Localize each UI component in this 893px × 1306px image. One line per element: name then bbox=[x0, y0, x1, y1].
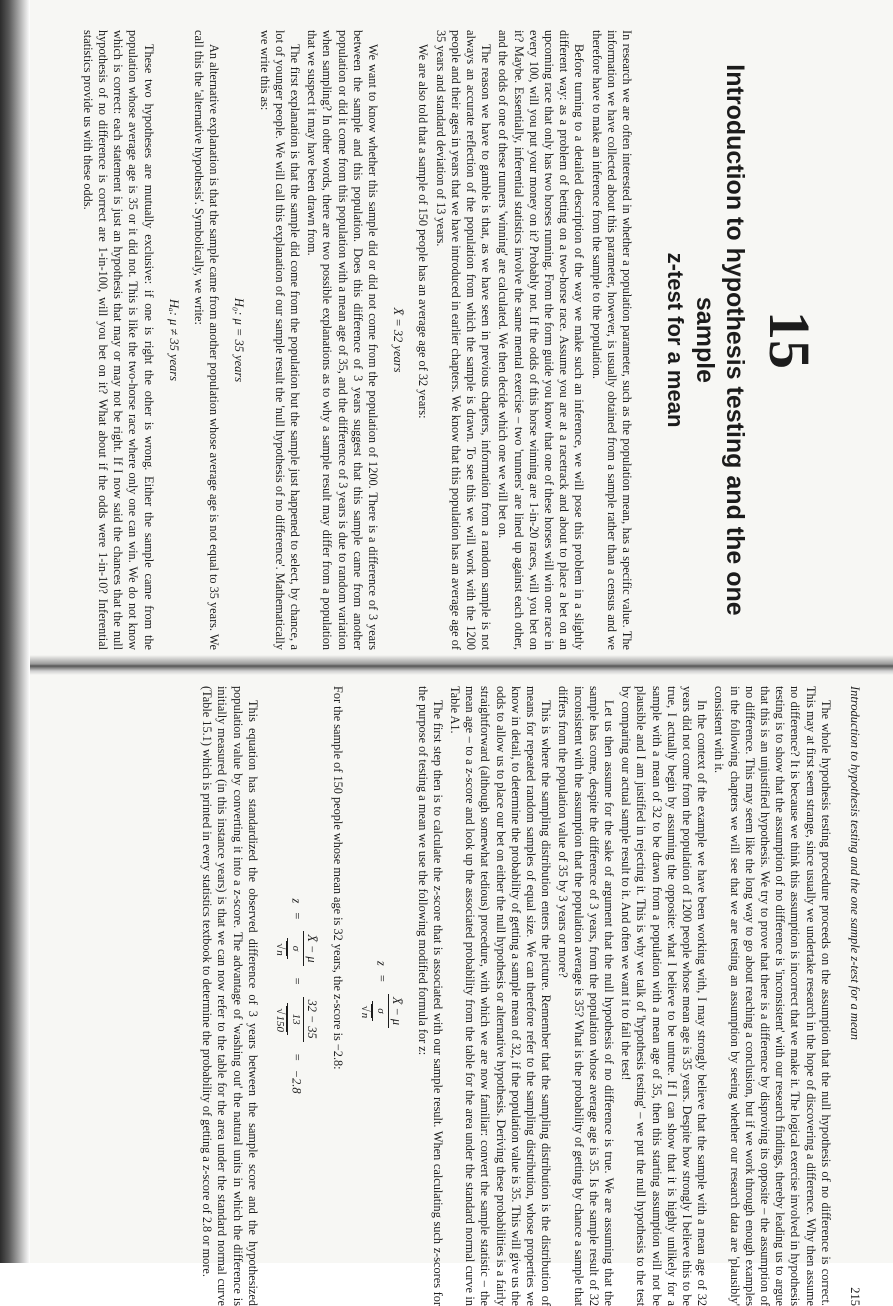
calc-numeric-sigma: 13 bbox=[287, 1003, 303, 1035]
calc-sigma: σ bbox=[287, 938, 303, 959]
paragraph: The first explanation is that the sample did come from the population but the sample just happened to select, by chance, a lot of younger people. We will call this explanation of our sample result the 'null hypothesis of no difference'. Mathematically we write this as: bbox=[257, 30, 302, 650]
running-head-title: Introduction to hypothesis testing and the one sample z-test for a mean bbox=[848, 686, 862, 1041]
paragraph: An alternative explanation is that the sample came from another population whose average age is not equal to 35 years. We call this the 'alternative hypothesis'. Symbolically, we write: bbox=[191, 30, 222, 650]
formula-denominator bbox=[357, 994, 388, 1028]
formula-fraction bbox=[357, 994, 405, 1028]
paragraph: In the context of the example we have been working with, I may strongly believe that the sample with a mean age of 32 years did not come from the population of 1200 people whose mean age is 35 years. Despite how strongly I believe this to be true, I actually begin by assuming the opposite: what I believe to be untrue. If I can show that it is highly unlikely for a sample with a mean of 32 to be drawn from a population with a mean age of 35, then this starting assumption will not be plausible and I am justified in rejecting it. This is why we talk of 'hypothesis testing' – we put the null hypothesis to the test by comparing our actual sample result to it. And often we want it to fail the test! bbox=[619, 686, 710, 1306]
sample-mean-formula: X̄ = 32 years bbox=[391, 307, 406, 373]
calc-fraction-numeric bbox=[272, 997, 320, 1042]
z-score-calculation bbox=[272, 686, 320, 1306]
paragraph: We are also told that a sample of 150 people has an average age of 32 years: bbox=[416, 44, 431, 419]
calc-z: z bbox=[289, 898, 304, 904]
sigma-over-root-n bbox=[357, 1001, 388, 1022]
page-number: 215 bbox=[848, 1287, 862, 1306]
chapter-number: 15 bbox=[757, 311, 822, 369]
paragraph: For the sample of 150 people whose mean age is 32 years, the z-score is −2.8: bbox=[330, 686, 345, 1070]
chapter-opening-page bbox=[30, 30, 860, 650]
paragraph: This is where the sampling distribution enters the picture. Remember that the sampling distribution is the distribution of means for repeated random samples of equal size. We can therefore refer to the sampling distribution, whose properties we know in detail, to determine the probability of getting a sample mean of 32, if the population value is 35. This will give us the odds to allow us to place our bet on either the null hypothesis or alternative hypothesis. Deriving these probabilities is a fairly straightforward (although somewhat tedious) procedure, with which we are now familiar: convert the sample statistic – the mean age – to a z-score and look up the associated probability from the table for the area under the standard normal curve in Table A1. bbox=[447, 686, 554, 1306]
calc-equals: = bbox=[289, 912, 304, 920]
paragraph: These two hypotheses are mutually exclusive: if one is right the other is wrong. Either the sample came from the population whose average age is 35 or it did not. This is like the two-horse race where only one can win. We do not know which is correct: each statement is just an hypothesis that may or may not be right. If I now said the chances that the null hypothesis of no difference is correct are 1-in-100, will you bet on it? What about if the odds were 1-in-10? Inferential statistics provide us with these odds. bbox=[80, 30, 156, 650]
chapter-title: Introduction to hypothesis testing and the one sample bbox=[691, 64, 749, 616]
calc-equals-3: = bbox=[289, 1053, 304, 1061]
alternative-hypothesis-formula: Hₐ: μ ≠ 35 years bbox=[166, 298, 181, 382]
paragraph: Let us then assume for the sake of argument that the null hypothesis of no difference is true. We are assuming that the sample has come, despite the difference of 3 years, from the population whose average age is 35. Is the sample result of 32 inconsistent with the assumption that the population average is 35? What is the probability of getting by chance a sample that differs from the population value of 35 by 3 years or more? bbox=[556, 686, 616, 1306]
root-n: √ n bbox=[359, 1004, 372, 1019]
running-head bbox=[847, 686, 862, 1306]
scanner-edge bbox=[0, 0, 30, 1263]
formula-equals: = bbox=[374, 974, 389, 982]
sigma: σ bbox=[372, 1001, 388, 1022]
calc-numeric-numerator: 32 − 35 bbox=[303, 997, 319, 1042]
paragraph: The reason we have to gamble is that, as we have seen in previous chapters, information from a random sample is not always an accurate reflection of the population from which the sample is drawn. To see this we will work with the 1200 people and their ages in years that we have introduced in earlier chapters. We know that this population has an average age of 35 years and standard deviation of 13 years. bbox=[433, 30, 494, 650]
chapter-subtitle: z-test for a mean bbox=[663, 252, 688, 428]
formula-z: z bbox=[374, 960, 389, 966]
paragraph: Before turning to a detailed description of the way we make such an inference, we will pose this problem in a slightly different way: as a problem of betting on a two-horse race. Assume you are at a racetrack and about to place a bet on an upcoming race that only has two horses running. From the form guide you know that one of these horses will win one race in every 100, will you put your money on it? Probably not. If the odds of this horse winning are 1-in-20 races, will you bet on it? Maybe. Essentially, inferential statistics involve the same mental exercise – two 'runners' are lined up against each other, and the odds of one of these runners 'winning' are calculated. We then decide which one we will bet on. bbox=[496, 30, 587, 650]
paragraph: The whole hypothesis testing procedure proceeds on the assumption that the null hypothesis of no difference is correct. This may at first seem strange, since usually we undertake research in the hope of discovering a difference. Why then assume no difference? It is because we think this assumption is incorrect that we make it. The logical exercise involved in hypothesis testing is to show that the assumption of no difference is 'inconsistent' with our research findings, thereby leading us to argue that this is an unjustified hypothesis. We try to prove that there is a difference by disproving its opposite – the assumption of no difference. This may seem like the long way to go about reaching a conclusion, but if we work through enough examples in the following chapters we will see that we are testing an assumption by seeing whether our research data are 'plausibly' consistent with it. bbox=[712, 686, 833, 1306]
calc-result: −2.8 bbox=[289, 1069, 304, 1094]
null-hypothesis-formula: H₀: μ = 35 years bbox=[232, 297, 247, 383]
formula-numerator: X̄ − μ bbox=[388, 994, 404, 1028]
z-score-formula bbox=[357, 686, 405, 1306]
calc-fraction-symbolic bbox=[272, 931, 320, 965]
book-spread bbox=[30, 0, 893, 1306]
calc-numeric-root-n: √ 150 bbox=[274, 1006, 287, 1032]
calc-numerator: X̄ − μ bbox=[303, 931, 319, 965]
paragraph: This equation has standardized the observed difference of 3 years between the sample score and the hypothesized population value by converting it into a z-score. The advantage of 'washing out' the natural units in which the difference is initially measured (in this instance years) is that we can now refer to the table for the area under the standard normal curve (Table 15.1) which is printed in every statistics textbook to determine the probability of getting a z-score of 2.8 or more. bbox=[200, 686, 260, 1306]
calc-root-n: √ n bbox=[274, 941, 287, 956]
paragraph: In research we are often interested in whether a population parameter, such as the population mean, has a specific value. The information we have collected about this parameter, however, is usually obtained from a sample rather than a census and we therefore have to make an inference from the sample to the population. bbox=[589, 30, 634, 650]
book-gutter bbox=[30, 655, 893, 675]
paragraph: We want to know whether this sample did or did not come from the population of 1200. There is a difference of 3 years between the sample and this population. Does this difference of 3 years suggest that this sample came from another population or did it come from this population with a mean age of 35, and the difference of 3 years is due to random variation when sampling? In other words, there are two possible explanations as to why a sample result may differ from a population that we suspect it may have been drawn from. bbox=[305, 30, 380, 650]
paragraph: The first step then is to calculate the z-score that is associated with our sample result. When calculating such z-scores for the purpose of testing a mean we use the following modified formula for z: bbox=[415, 686, 445, 1306]
calc-equals-2: = bbox=[289, 977, 304, 985]
page-215 bbox=[32, 686, 862, 1306]
